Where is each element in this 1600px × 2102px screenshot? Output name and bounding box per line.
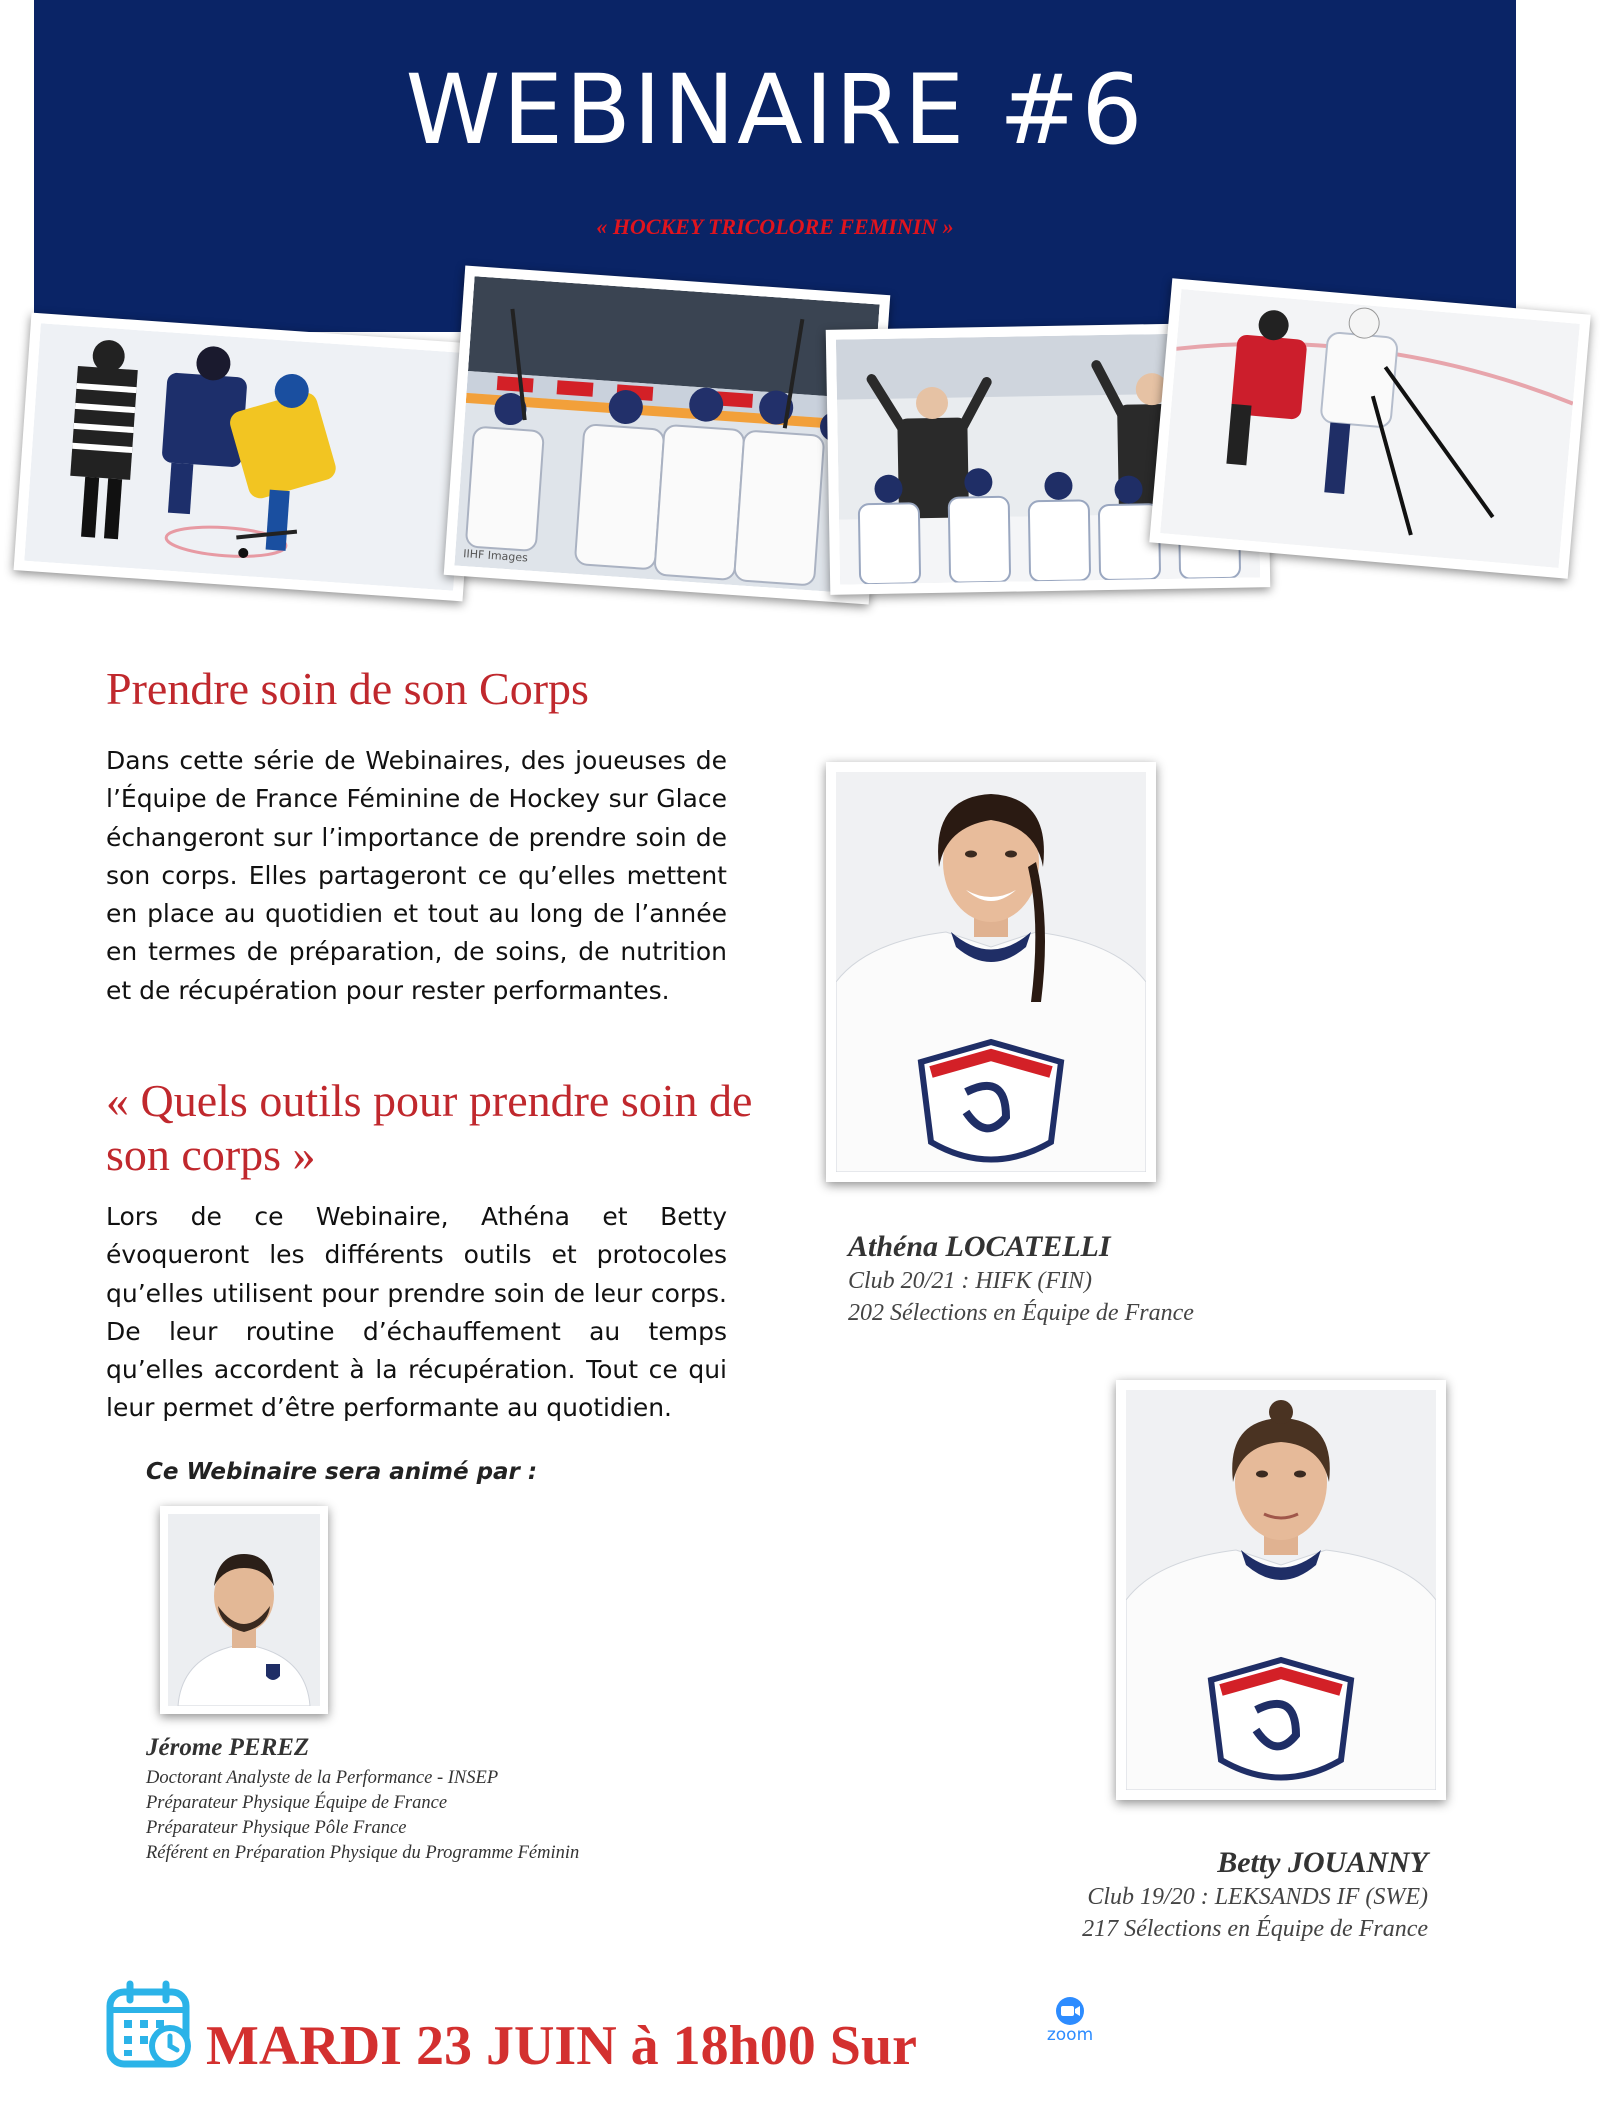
intro-paragraph: Dans cette série de Webinaires, des joueuses de l’Équipe de France Féminine de Hockey sur Glace échangeront sur l’importance de prendre soin de son corps. Elles partageront ce qu’elles mettent en place au quotidien et tout au long de l’année en termes de préparation, de soins, de nutrition et de récupération pour rester performantes. <box>106 746 727 1005</box>
player-caps-jouanny: 217 Sélections en Équipe de France <box>1082 1916 1428 1942</box>
host-photo <box>160 1506 328 1714</box>
header-banner <box>34 0 1516 332</box>
photo-skating-player <box>1149 278 1590 579</box>
section-heading-tools-line1: « Quels outils pour prendre soin de <box>106 1075 753 1126</box>
host-role-4: Référent en Préparation Physique du Programme Féminin <box>146 1843 580 1863</box>
player-name-locatelli: Athéna LOCATELLI <box>848 1230 1111 1263</box>
event-date-time: MARDI 23 JUIN à 18h00 Sur <box>206 2015 917 2077</box>
section-heading-tools-line2: son corps » <box>106 1129 316 1180</box>
zoom-camera-icon <box>1050 1996 1090 2026</box>
player-photo-locatelli <box>826 762 1156 1182</box>
host-role-2: Préparateur Physique Équipe de France <box>146 1793 448 1813</box>
calendar-clock-icon <box>104 1978 196 2070</box>
host-portrait <box>168 1514 320 1706</box>
webinar-description: Lors de ce Webinaire, Athéna et Betty évoqueront les différents outils et protocoles qu’elles utilisent pour prendre soin de leur corps. De leur routine d’échauffement au temps qu’elles accordent à la récupération. Tout ce qui leur permet d’être performante au quotidien. <box>106 1202 727 1423</box>
host-intro: Ce Webinaire sera animé par : <box>146 1459 538 1485</box>
page-subtitle: « HOCKEY TRICOLORE FEMININ » <box>596 214 954 239</box>
photo-credit: IIHF Images <box>462 547 529 565</box>
photo-faceoff <box>14 313 481 602</box>
page-title: WEBINAIRE #6 <box>405 54 1145 166</box>
zoom-label: zoom <box>1046 2025 1094 2045</box>
faceoff-illustration <box>24 323 470 590</box>
host-role-1: Doctorant Analyste de la Performance - INSEP <box>146 1768 499 1788</box>
photo-goal-celebration <box>444 266 891 605</box>
celebration-illustration <box>454 276 879 594</box>
locatelli-portrait <box>836 772 1146 1172</box>
player-photo-jouanny <box>1116 1380 1446 1800</box>
host-role-3: Préparateur Physique Pôle France <box>146 1818 407 1838</box>
player-name-jouanny: Betty JOUANNY <box>1217 1846 1428 1879</box>
zoom-logo[interactable] <box>1030 1996 1110 2052</box>
skater-illustration <box>1160 289 1580 568</box>
section-heading-body-care: Prendre soin de son Corps <box>106 663 589 714</box>
section-heading-tools <box>106 1074 752 1182</box>
player-caps-locatelli: 202 Sélections en Équipe de France <box>848 1300 1194 1326</box>
jouanny-portrait <box>1126 1390 1436 1790</box>
player-club-jouanny: Club 19/20 : LEKSANDS IF (SWE) <box>1087 1884 1428 1910</box>
player-club-locatelli: Club 20/21 : HIFK (FIN) <box>848 1268 1092 1294</box>
host-name: Jérome PEREZ <box>146 1734 310 1761</box>
